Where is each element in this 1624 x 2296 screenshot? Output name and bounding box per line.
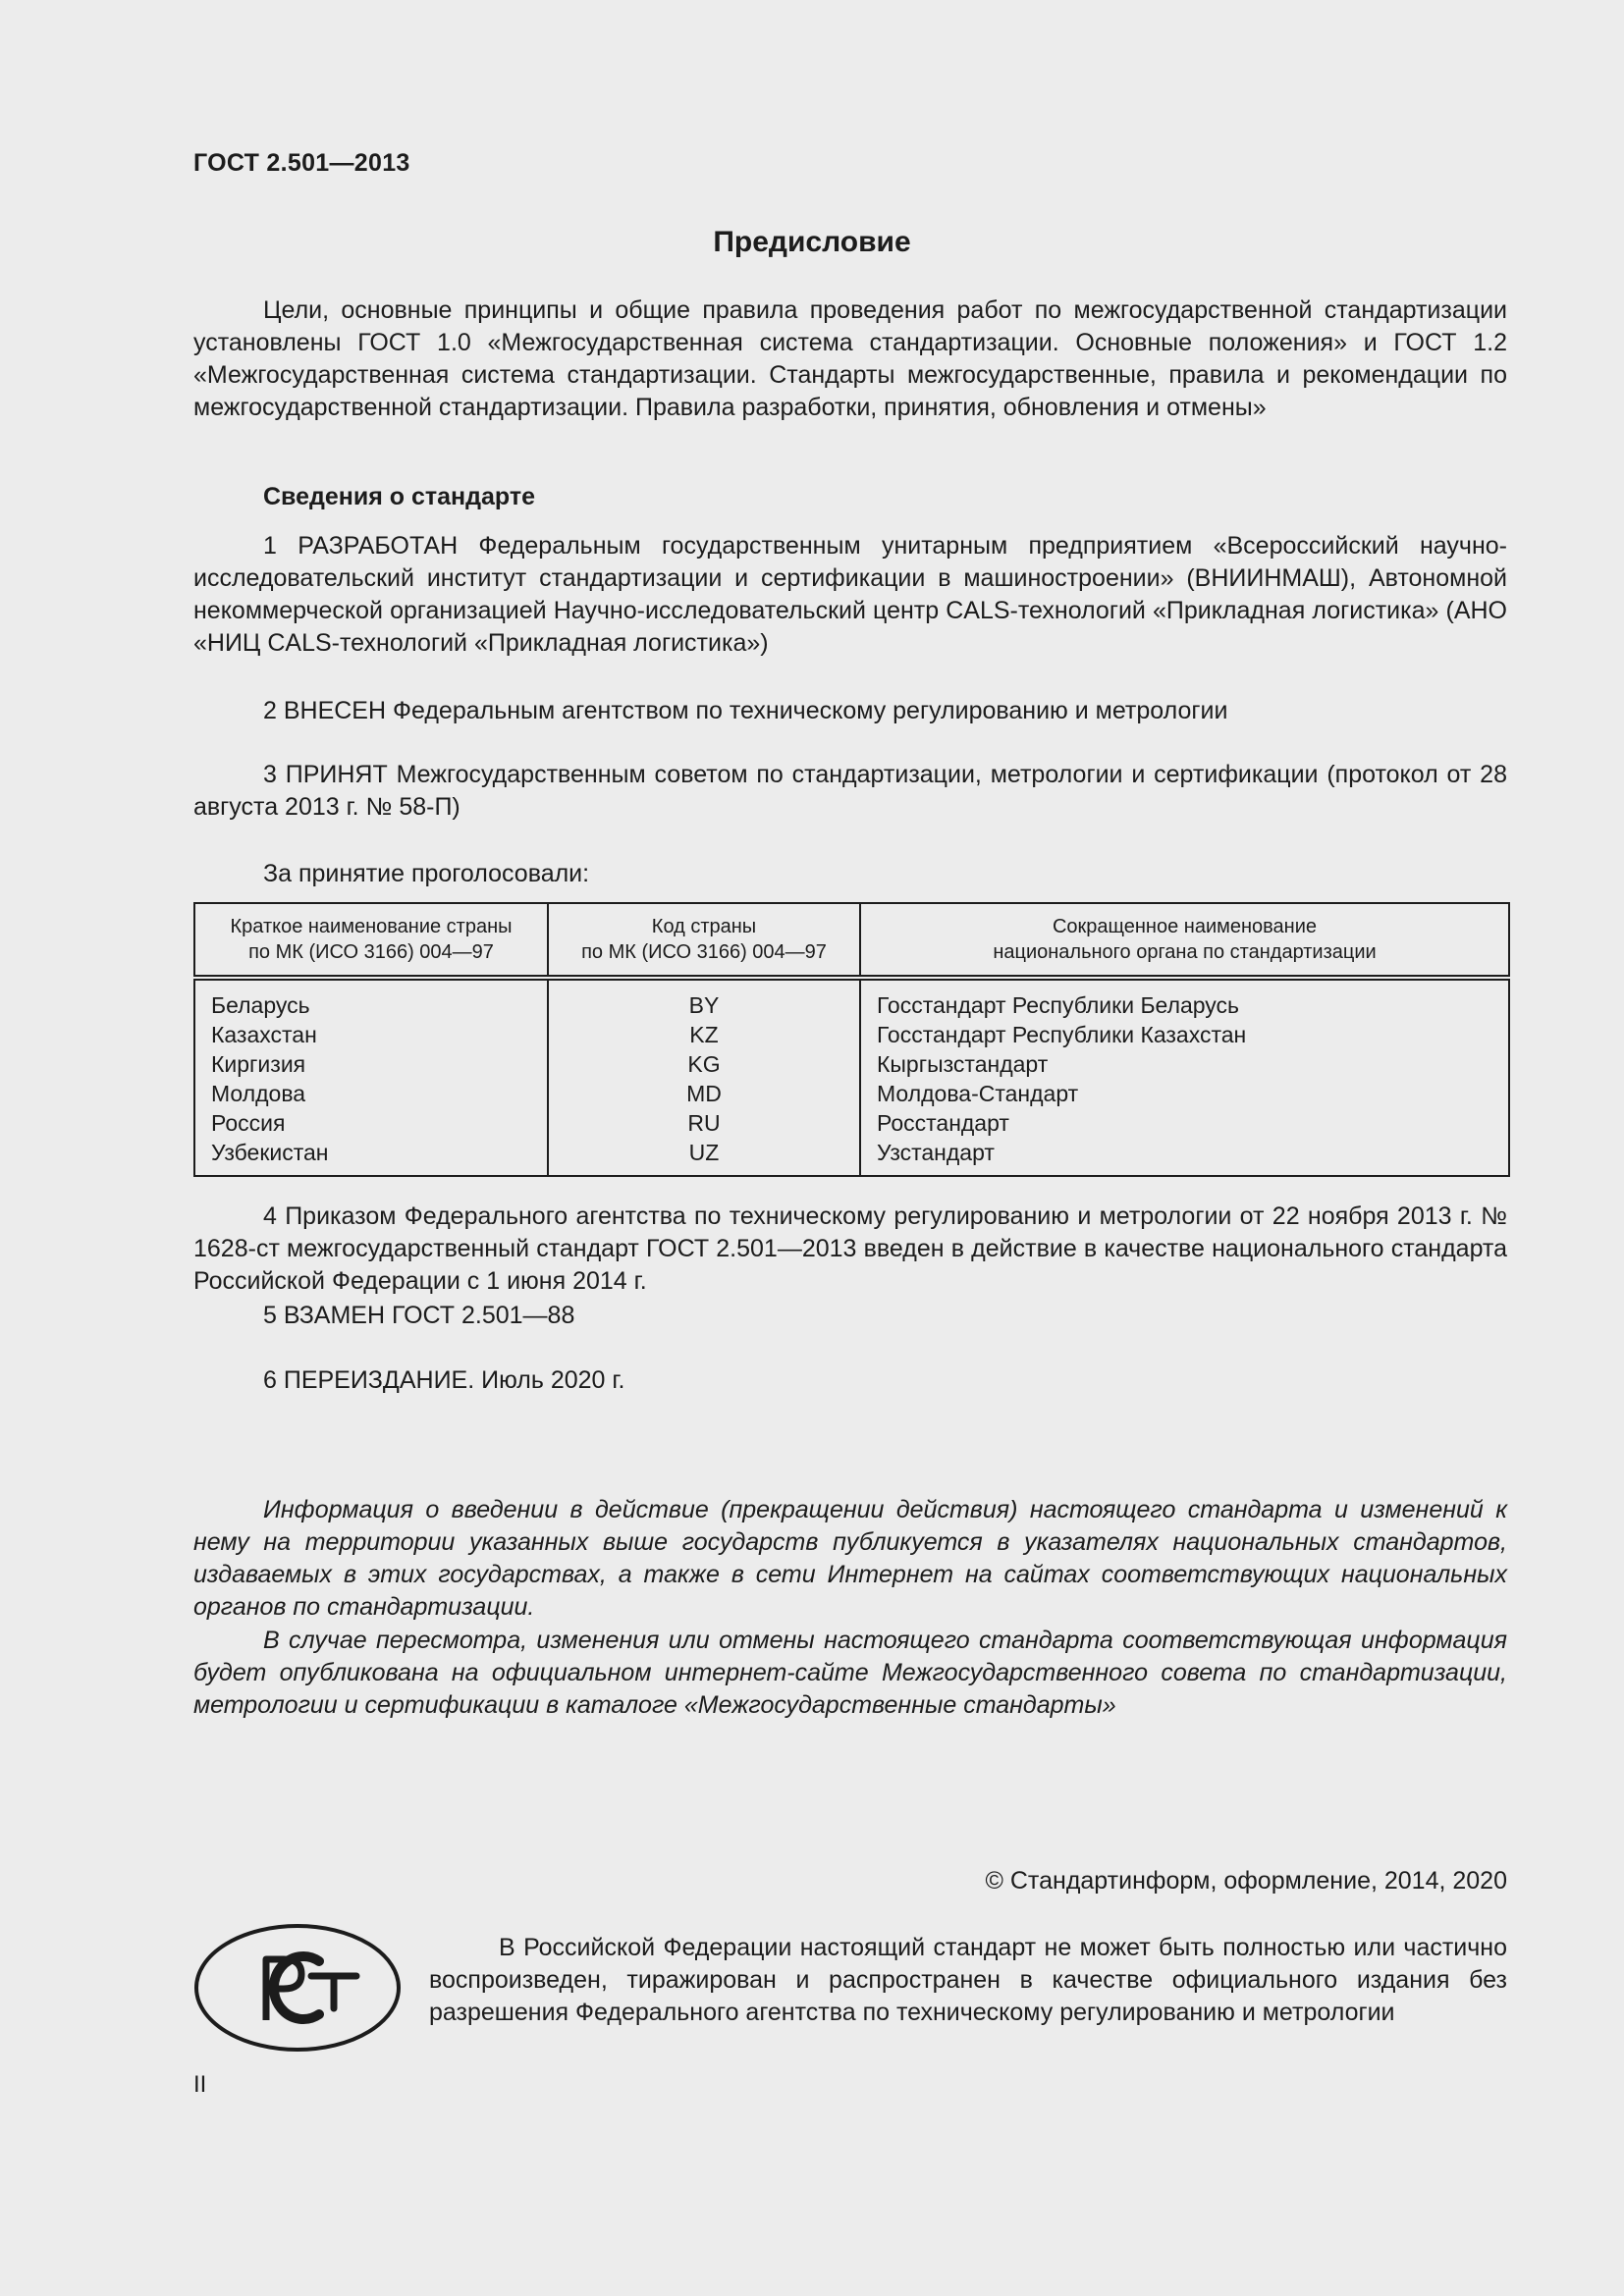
- body-cell: Госстандарт Республики Казахстан: [877, 1022, 1247, 1047]
- note-revision-info: В случае пересмотра, изменения или отмены настоящего стандарта соответствующая информация будет опубликована на официальном интернет-сайте Межгосударственного совета по стандартизации, метрологии и сертификации в каталоге «Межгосударственные стандарты»: [193, 1627, 1507, 1719]
- body-cell: Кыргызстандарт: [877, 1051, 1049, 1077]
- item-1-developed: 1 РАЗРАБОТАН Федеральным государственным унитарным предприятием «Всероссийский научно-исследовательский институт стандартизации и сертификации в машиностроении» (ВНИИНМАШ), Автономной некоммерческой организацией Научно-исследовательский центр CALS-технологий «Прикладная логистика» (АНО «НИЦ CALS-технологий «Прикладная логистика»): [193, 532, 1507, 657]
- country-cell: Казахстан: [211, 1022, 317, 1047]
- rst-logo-icon: [193, 1922, 402, 2054]
- item-4-order: 4 Приказом Федерального агентства по техническому регулированию и метрологии от 22 ноября 2013 г. № 1628-ст межгосударственный стандарт ГОСТ 2.501—2013 введен в действие в качестве национального стандарта Российской Федерации с 1 июня 2014 г.: [193, 1202, 1507, 1295]
- body-cell: Росстандарт: [877, 1110, 1009, 1136]
- code-cell: RU: [687, 1110, 721, 1136]
- voted-label: За принятие проголосовали:: [263, 860, 590, 887]
- country-cell: Киргизия: [211, 1051, 306, 1077]
- item-5-replaces: 5 ВЗАМЕН ГОСТ 2.501—88: [263, 1302, 575, 1329]
- body-cell: Молдова-Стандарт: [877, 1081, 1079, 1106]
- intro-paragraph: Цели, основные принципы и общие правила проведения работ по межгосударственной стандартизации установлены ГОСТ 1.0 «Межгосударственная система стандартизации. Основные положения» и ГОСТ 1.2 «Межгосударственная система стандартизации. Стандарты межгосударственные, правила и рекомендации по межгосударственной стандартизации. Правила разработки, принятия, обновления и отмены»: [193, 296, 1507, 421]
- country-cell: Беларусь: [211, 992, 310, 1018]
- table-header-row: [194, 903, 1509, 978]
- info-heading: Сведения о стандарте: [263, 483, 536, 510]
- legal-notice: В Российской Федерации настоящий стандарт не может быть полностью или частично воспроизведен, тиражирован и распространен в качестве официального издания без разрешения Федерального агентства по техническому регулированию и метрологии: [429, 1934, 1507, 2026]
- voting-table: [193, 902, 1510, 1177]
- header-national-body: Сокращенное наименование национального органа по стандартизации: [860, 903, 1509, 978]
- body-cell: Госстандарт Республики Беларусь: [877, 992, 1240, 1018]
- code-cell: UZ: [688, 1140, 720, 1165]
- body-list: [860, 978, 1509, 1176]
- country-list: [194, 978, 548, 1176]
- table-row: [194, 978, 1509, 1176]
- code-cell: KG: [687, 1051, 721, 1077]
- body-cell: Узстандарт: [877, 1140, 995, 1165]
- code-cell: MD: [686, 1081, 722, 1106]
- item-6-reissue: 6 ПЕРЕИЗДАНИЕ. Июль 2020 г.: [263, 1366, 625, 1394]
- header-country-name: Краткое наименование страны по МК (ИСО 3166) 004—97: [194, 903, 548, 978]
- copyright-line: © Стандартинформ, оформление, 2014, 2020: [985, 1867, 1507, 1895]
- item-2-submitted: 2 ВНЕСЕН Федеральным агентством по техническому регулированию и метрологии: [263, 697, 1228, 724]
- note-introduction-info: Информация о введении в действие (прекращении действия) настоящего стандарта и изменений к нему на территории указанных выше государств публикуется в указателях национальных стандартов, издаваемых в этих государствах, а также в сети Интернет на сайтах соответствующих национальных органов по стандартизации.: [193, 1496, 1507, 1621]
- page-number: II: [193, 2071, 207, 2098]
- country-cell: Молдова: [211, 1081, 306, 1106]
- code-list: [548, 978, 860, 1176]
- country-cell: Россия: [211, 1110, 286, 1136]
- code-cell: BY: [688, 992, 720, 1018]
- header-country-code: Код страны по МК (ИСО 3166) 004—97: [548, 903, 860, 978]
- item-3-adopted: 3 ПРИНЯТ Межгосударственным советом по стандартизации, метрологии и сертификации (протокол от 28 августа 2013 г. № 58-П): [193, 761, 1507, 821]
- code-cell: KZ: [689, 1022, 719, 1047]
- country-cell: Узбекистан: [211, 1140, 329, 1165]
- page-title: Предисловие: [713, 226, 911, 258]
- document-code: ГОСТ 2.501—2013: [193, 149, 410, 177]
